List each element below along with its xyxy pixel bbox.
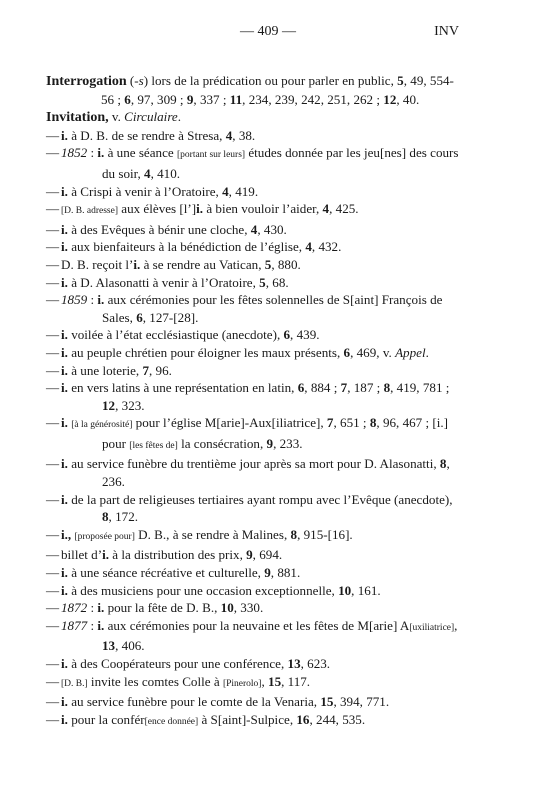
- entry-text: la consécration,: [177, 435, 267, 451]
- index-subentry: [46, 144, 460, 182]
- entry-text: , 419.: [228, 183, 259, 199]
- editorial-insertion: [uxiliatrice]: [409, 622, 455, 633]
- entry-text: :: [87, 600, 98, 616]
- entry-text: aux bienfaiteurs à la bénédiction de l’église,: [67, 239, 306, 255]
- volume-or-abbrev: i.: [196, 201, 204, 217]
- section-letters: INV: [434, 24, 459, 39]
- entry-text: , 623.: [300, 656, 331, 671]
- entry-text: , 880.: [271, 256, 301, 272]
- italic-text: 1872: [61, 600, 88, 616]
- entry-text: .: [425, 344, 429, 360]
- index-subentry: [46, 127, 460, 145]
- volume-or-abbrev: 12: [102, 397, 116, 413]
- em-dash-marker: —: [46, 344, 60, 360]
- volume-or-abbrev: 10: [338, 582, 352, 598]
- em-dash-marker: —: [46, 201, 60, 217]
- index-headword-entry: [46, 108, 460, 127]
- entry-text: , 96.: [149, 362, 172, 378]
- em-dash-marker: —: [46, 694, 60, 710]
- index-subentry: [46, 673, 460, 694]
- entry-text: à une séance: [104, 145, 177, 161]
- entry-text: , 49, 554-56 ;: [101, 73, 454, 107]
- entry-text: , 236.: [102, 456, 450, 490]
- entry-text: :: [87, 145, 98, 161]
- entry-text: en vers latins à une représentation en latin,: [67, 380, 298, 396]
- volume-or-abbrev: i.: [61, 565, 68, 581]
- entry-text: , 651 ;: [333, 415, 370, 431]
- entry-text: , 469, v.: [350, 344, 396, 360]
- em-dash-marker: —: [46, 183, 60, 199]
- entry-text: , 884 ;: [304, 380, 341, 396]
- volume-or-abbrev: i.: [61, 415, 68, 431]
- editorial-insertion: [D. B.]: [61, 678, 88, 689]
- entry-text: études donnée par les jeu[nes] des cours du soir,: [102, 145, 459, 181]
- entry-text: D. B. reçoit l’: [61, 256, 134, 272]
- volume-or-abbrev: 8: [439, 456, 447, 472]
- volume-or-abbrev: 11: [229, 91, 243, 107]
- em-dash-marker: —: [46, 221, 60, 237]
- editorial-insertion: [proposée pour]: [74, 531, 135, 542]
- em-dash-marker: —: [46, 239, 60, 255]
- entry-text: pour la fête de D. B.,: [104, 600, 221, 616]
- entry-text: ,: [261, 673, 269, 689]
- index-subentry: [46, 256, 460, 274]
- volume-or-abbrev: 16: [296, 711, 310, 727]
- volume-or-abbrev: 12: [383, 91, 397, 107]
- volume-or-abbrev: 13: [102, 638, 116, 654]
- em-dash-marker: —: [46, 274, 60, 290]
- volume-or-abbrev: 6: [297, 380, 305, 396]
- index-headword-entry: [46, 72, 460, 108]
- entry-text: , 425.: [329, 201, 359, 217]
- volume-or-abbrev: i.,: [61, 526, 72, 542]
- entry-text: , 419, 781 ;: [390, 380, 450, 396]
- volume-or-abbrev: i.: [61, 344, 68, 360]
- volume-or-abbrev: 5: [264, 256, 272, 272]
- entry-text: , 187 ;: [347, 380, 384, 396]
- italic-text: 1859: [61, 292, 88, 308]
- entry-text: aux cérémonies pour les fêtes solennelles de S[aint] François de Sales,: [102, 292, 443, 325]
- volume-or-abbrev: 9: [264, 565, 271, 581]
- index-subentry: [46, 291, 460, 326]
- entry-text: à une loterie,: [67, 362, 143, 378]
- index-subentry: [46, 379, 460, 414]
- entry-text: , 337 ;: [193, 91, 230, 107]
- volume-or-abbrev: i.: [102, 547, 110, 563]
- entry-text: , 96, 467 ; [i.] pour: [102, 415, 449, 451]
- volume-or-abbrev: i.: [61, 239, 68, 255]
- entry-text: , 439.: [290, 327, 320, 343]
- index-subentry: [46, 546, 460, 564]
- italic-text: Circulaire: [124, 109, 178, 125]
- volume-or-abbrev: 5: [397, 73, 404, 88]
- index-subentry: [46, 526, 460, 547]
- volume-or-abbrev: 4: [144, 165, 151, 181]
- editorial-insertion: [D. B. adresse]: [61, 206, 118, 217]
- entry-text: à des Evêques à bénir une cloche,: [67, 221, 251, 237]
- page-header: [0, 24, 536, 42]
- em-dash-marker: —: [46, 656, 60, 671]
- index-subentry: [46, 693, 460, 711]
- entry-text: , 97, 309 ;: [130, 91, 187, 107]
- volume-or-abbrev: 6: [343, 344, 351, 360]
- volume-or-abbrev: 8: [102, 509, 109, 525]
- index-subentry: [46, 326, 460, 344]
- em-dash-marker: —: [46, 456, 60, 472]
- em-dash-marker: —: [46, 327, 60, 343]
- entry-text: , 881.: [270, 565, 301, 581]
- entry-text: , 117.: [281, 673, 311, 689]
- volume-or-abbrev: i.: [97, 600, 105, 616]
- entry-text: , 161.: [351, 582, 381, 598]
- entry-text: , 430.: [257, 221, 287, 237]
- em-dash-marker: —: [46, 380, 60, 396]
- index-subentry: [46, 564, 460, 582]
- volume-or-abbrev: i.: [61, 183, 68, 199]
- italic-text: Appel: [395, 344, 426, 360]
- index-subentry: [46, 414, 460, 455]
- volume-or-abbrev: i.: [61, 711, 68, 727]
- index-entries: [46, 72, 460, 731]
- volume-or-abbrev: 9: [246, 547, 253, 563]
- volume-or-abbrev: 7: [142, 362, 149, 378]
- index-subentry: [46, 183, 460, 201]
- entry-text: , 233.: [273, 435, 303, 451]
- entry-text: pour l’église M[arie]-Aux[iliatrice],: [132, 415, 327, 431]
- entry-text: aux élèves [l’]: [117, 201, 197, 217]
- index-subentry: [46, 599, 460, 617]
- entry-text: à une séance récréative et culturelle,: [67, 565, 265, 581]
- em-dash-marker: —: [46, 526, 60, 542]
- entry-text: à S[aint]-Sulpice,: [198, 711, 297, 727]
- entry-text: v.: [108, 109, 125, 125]
- entry-text: voilée à l’état ecclésiastique (anecdote),: [67, 327, 284, 343]
- entry-text: , 127-[28].: [142, 309, 199, 325]
- editorial-insertion: [ence donnée]: [144, 716, 199, 727]
- volume-or-abbrev: i.: [61, 327, 68, 343]
- headword: Interrogation: [46, 74, 127, 89]
- entry-text: billet d’: [61, 547, 103, 563]
- entry-text: , 406.: [115, 638, 145, 654]
- em-dash-marker: —: [46, 145, 60, 161]
- index-subentry: [46, 200, 460, 221]
- volume-or-abbrev: i.: [61, 694, 68, 710]
- entry-text: D. B., à se rendre à Malines,: [134, 526, 291, 542]
- volume-or-abbrev: i.: [97, 145, 105, 161]
- editorial-insertion: [Pinerolo]: [222, 678, 262, 689]
- em-dash-marker: —: [46, 582, 60, 598]
- editorial-insertion: [les fêtes de]: [129, 440, 178, 451]
- entry-text: à la distribution des prix,: [109, 547, 247, 563]
- entry-text: , 410.: [150, 165, 181, 181]
- volume-or-abbrev: 5: [259, 274, 266, 290]
- entry-text: .: [177, 109, 182, 125]
- index-subentry: [46, 362, 460, 380]
- entry-text: à se rendre au Vatican,: [140, 256, 265, 272]
- volume-or-abbrev: 4: [305, 239, 312, 255]
- entry-text: , 68.: [265, 274, 289, 290]
- entry-text: à D. Alasonatti à venir à l’Oratoire,: [67, 274, 260, 290]
- index-subentry: [46, 221, 460, 239]
- volume-or-abbrev: 8: [383, 380, 391, 396]
- volume-or-abbrev: 13: [287, 656, 301, 671]
- volume-or-abbrev: i.: [61, 456, 68, 472]
- em-dash-marker: —: [46, 617, 60, 633]
- index-subentry: [46, 711, 460, 732]
- index-subentry: [46, 491, 460, 526]
- volume-or-abbrev: 8: [290, 526, 298, 542]
- volume-or-abbrev: 9: [186, 91, 194, 107]
- entry-text: au peuple chrétien pour éloigner les maux présents,: [67, 344, 344, 360]
- index-subentry: [46, 344, 460, 362]
- index-subentry: [46, 582, 460, 600]
- em-dash-marker: —: [46, 565, 60, 581]
- entry-text: , 234, 239, 242, 251, 262 ;: [242, 91, 384, 107]
- entry-text: , 915-[16].: [297, 526, 353, 542]
- entry-text: pour la confér: [67, 711, 145, 727]
- entry-text: , 244, 535.: [309, 711, 366, 727]
- editorial-insertion: [portant sur leurs]: [177, 150, 246, 161]
- entry-text: , 330.: [233, 600, 264, 616]
- volume-or-abbrev: 6: [124, 91, 131, 107]
- entry-text: , 694.: [252, 547, 283, 563]
- index-subentry: [46, 617, 460, 655]
- entry-text: , 172.: [108, 509, 139, 525]
- volume-or-abbrev: i.: [61, 656, 68, 671]
- entry-text: (-: [126, 73, 139, 88]
- entry-text: à des musiciens pour une occasion exceptionnelle,: [67, 582, 339, 598]
- entry-text: à D. B. de se rendre à Stresa,: [67, 127, 226, 143]
- headword: Invitation,: [46, 110, 109, 126]
- volume-or-abbrev: 4: [222, 183, 229, 199]
- volume-or-abbrev: 9: [266, 435, 274, 451]
- entry-text: à Crispi à venir à l’Oratoire,: [67, 183, 223, 199]
- entry-text: :: [87, 617, 98, 633]
- em-dash-marker: —: [46, 491, 60, 507]
- index-subentry: [46, 238, 460, 256]
- volume-or-abbrev: 4: [322, 201, 330, 217]
- volume-or-abbrev: i.: [61, 221, 68, 237]
- em-dash-marker: —: [46, 292, 60, 308]
- entry-text: , 38.: [232, 127, 256, 143]
- volume-or-abbrev: i.: [133, 256, 141, 272]
- page-number: — 409 —: [240, 24, 296, 39]
- index-subentry: [46, 455, 460, 490]
- volume-or-abbrev: 7: [326, 415, 334, 431]
- volume-or-abbrev: 8: [369, 415, 377, 431]
- volume-or-abbrev: i.: [61, 127, 68, 143]
- volume-or-abbrev: 15: [320, 694, 334, 710]
- volume-or-abbrev: i.: [97, 292, 105, 308]
- italic-text: 1877: [61, 617, 88, 633]
- entry-text: ,: [454, 617, 458, 633]
- em-dash-marker: —: [46, 547, 60, 563]
- em-dash-marker: —: [46, 673, 60, 689]
- volume-or-abbrev: 6: [136, 309, 143, 325]
- volume-or-abbrev: i.: [61, 491, 68, 507]
- volume-or-abbrev: 15: [268, 673, 282, 689]
- em-dash-marker: —: [46, 362, 60, 378]
- volume-or-abbrev: 7: [340, 380, 348, 396]
- entry-text: aux cérémonies pour la neuvaine et les fêtes de M[arie] A: [104, 617, 410, 633]
- entry-text: au service funèbre du trentième jour après sa mort pour D. Alasonatti,: [67, 456, 440, 472]
- em-dash-marker: —: [46, 415, 60, 431]
- volume-or-abbrev: i.: [61, 362, 68, 378]
- volume-or-abbrev: 10: [220, 600, 234, 616]
- volume-or-abbrev: i.: [61, 380, 68, 396]
- entry-text: :: [87, 292, 98, 308]
- em-dash-marker: —: [46, 711, 60, 727]
- entry-text: à des Coopérateurs pour une conférence,: [67, 656, 288, 671]
- entry-text: invite les comtes Colle à: [87, 673, 223, 689]
- index-subentry: [46, 274, 460, 292]
- entry-text: , 323.: [115, 397, 145, 413]
- volume-or-abbrev: 4: [225, 127, 233, 143]
- entry-text: au service funèbre pour le comte de la Venaria,: [67, 694, 321, 710]
- volume-or-abbrev: i.: [61, 274, 68, 290]
- entry-text: , 40.: [396, 91, 420, 107]
- em-dash-marker: —: [46, 256, 60, 272]
- entry-text: , 394, 771.: [333, 694, 390, 710]
- editorial-insertion: [à la générosité]: [71, 420, 133, 431]
- entry-text: de la part de religieuses tertiaires ayant rompu avec l’Evêque (anecdote),: [67, 491, 453, 507]
- italic-text: s: [138, 73, 144, 88]
- entry-text: à bien vouloir l’aider,: [203, 201, 323, 217]
- em-dash-marker: —: [46, 127, 60, 143]
- entry-text: ) lors de la prédication ou pour parler en public,: [143, 73, 398, 88]
- volume-or-abbrev: i.: [97, 617, 105, 633]
- entry-text: , 432.: [311, 239, 342, 255]
- em-dash-marker: —: [46, 600, 60, 616]
- volume-or-abbrev: 6: [283, 327, 291, 343]
- italic-text: 1852: [61, 145, 88, 161]
- volume-or-abbrev: 4: [250, 221, 258, 237]
- volume-or-abbrev: i.: [61, 582, 68, 598]
- index-subentry: [46, 655, 460, 673]
